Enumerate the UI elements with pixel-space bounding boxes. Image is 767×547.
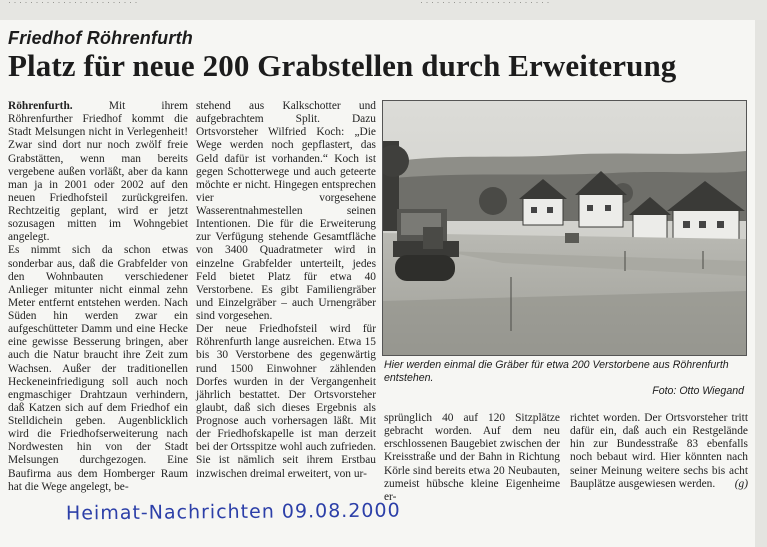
paragraph: stehend aus Kalkschotter und aufgebrachtem Split. Dazu Ortsvorsteher Wilfried Koch: „Die Wege werden noch gepflastert, das Geld dafür ist vorhanden.“ Koch ist gegen Schotterwege und auch geteerte möchte er nicht. Hingegen entsprechen vier vorgesehene Wasserentnahmestellen seinen Intentionen. Die für die Erweiterung zur Verfügung stehende Gesamtfläche von 3400 Quadratmeter wird in einzelne Grabfelder unterteilt, jedes Feld bietet Platz für etwa 40 Verstorbene. Es gibt Familiengräber und Einzelgräber – auch Urnengräber sind vorgesehen. xyxy=(196,100,376,322)
dateline: Röhrenfurth. xyxy=(8,100,73,112)
photo-caption xyxy=(384,359,744,398)
article-column-3 xyxy=(384,412,560,504)
news-photo xyxy=(382,100,747,356)
clipping-edge xyxy=(755,20,767,547)
photo-image xyxy=(383,101,746,355)
paragraph: Mit ihrem Röhrenfurther Friedhof kommt die Stadt Melsungen nicht in Verlegenheit! Zwar sind dort nur noch zwölf freie Grabstätten, wenn man bereits vergebene außen vorläßt, aber da kann man ja in 2001 oder 2002 auf den neuen Friedhofsteil zurückgreifen. Rechtzeitig geplant, wird er jetzt sozusagen mitten im Wohngebiet angelegt. xyxy=(8,100,188,244)
paragraph: sprünglich 40 auf 120 Sitzplätze gebracht worden. Auf dem neu erschlossenen Baugebiet zwischen der Kreisstraße und der Bahn in Richtung Körle sind bereits etwa 20 Neubauten, zumeist hübsche kleine Eigenheime er- xyxy=(384,412,560,503)
caption-text: Hier werden einmal die Gräber für etwa 200 Verstorbene aus Röhrenfurth entstehen. xyxy=(384,359,729,384)
article-column-2 xyxy=(196,100,376,481)
paragraph: Es nimmt sich da schon etwas sonderbar aus, daß die Grabfelder von den Wohnbauten verschiedener Anlieger mitunter nicht einmal zehn Meter entfernt entstehen werden. Nach Süden hin werden zwar ein aufgeschütteter Damm und eine Hecke eine gewisse Besserung bringen, aber auch die Natur braucht ihre Zeit zum Wachsen. Außer der traditionellen Heckeneinfriedigung soll auch noch engmaschiger Drahtzaun verhindern, daß Katzen sich auf dem Friedhof ein Stelldichein geben. Augenblicklich wird die Friedhofserweiterung nach Nordwesten hin von der Stadt Melsungen durchgezogen. Eine Baufirma aus dem Homberger Raum hat die Wege angelegt, be- xyxy=(8,244,188,493)
photo-credit: Foto: Otto Wiegand xyxy=(652,385,744,397)
headline: Platz für neue 200 Grabstellen durch Erweiterung xyxy=(8,48,677,83)
handwritten-source-note: Heimat-Nachrichten 09.08.2000 xyxy=(65,499,401,525)
author-signature: (g) xyxy=(734,477,748,490)
article-column-1 xyxy=(8,100,188,494)
rubric: Friedhof Röhrenfurth xyxy=(8,28,193,48)
article-column-4 xyxy=(570,412,748,491)
clipped-neighbor-article: · · · · · · · · · · · · · · · · · · · · · · · · · · · · · · · · · · · · · · · · · · · · · · · · xyxy=(0,0,767,21)
paragraph: richtet worden. Der Ortsvorsteher tritt dafür ein, daß auch ein Restgelände hin zur Bundesstraße 83 ebenfalls noch bebaut wird. Hier könnten nach seiner Meinung weitere sechs bis acht Bauplätze ausgewiesen werden. xyxy=(570,412,748,490)
newspaper-clipping xyxy=(0,20,767,547)
paragraph: Der neue Friedhofsteil wird für Röhrenfurth lange ausreichen. Etwa 15 bis 30 Verstorbene des gegenwärtig rund 1500 Einwohner zählenden Dorfes wurden in der Vergangenheit jährlich bestattet. Der Ortsvorsteher glaubt, daß sich dieses Ergebnis als Prognose auch vorhersagen läßt. Mit der Friedhofskapelle ist man derzeit bei der Ortsspitze wohl auch zufrieden. Sie ist nämlich seit ihrem Erstbau inzwischen dreimal erweitert, von ur- xyxy=(196,323,376,480)
